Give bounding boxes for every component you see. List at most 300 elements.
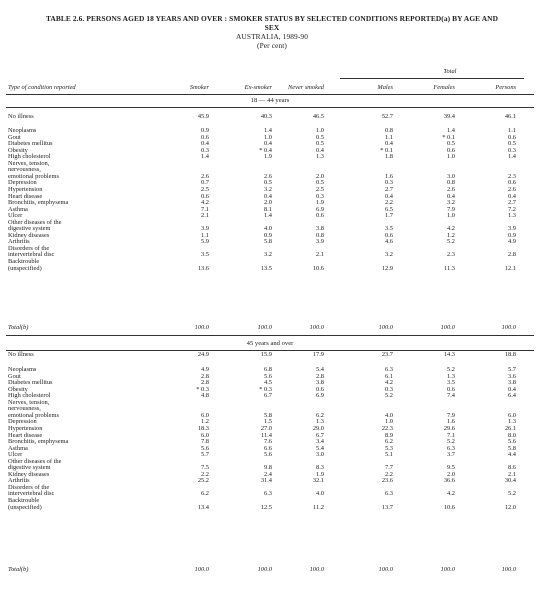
- cell-smoker: 7.8: [201, 438, 209, 446]
- cell-females: 4.2: [447, 490, 455, 498]
- row-label: Asthma: [8, 205, 28, 213]
- cell-ex-smoker: 1.4: [264, 127, 272, 134]
- header-condition: Type of condition reported: [8, 84, 76, 91]
- cell-never-smoked: 2.5: [316, 185, 324, 193]
- table-row: [0, 400, 540, 406]
- cell-persons: 2.8: [508, 251, 516, 259]
- cell-smoker: 5.6: [201, 444, 209, 452]
- cell-never-smoked: 0.6: [316, 212, 324, 220]
- row-label: (unspecified): [8, 264, 42, 272]
- cell-never-smoked: 2.0: [316, 172, 324, 180]
- cell-never-smoked: 5.4: [316, 366, 324, 373]
- cell-never-smoked: 6.2: [316, 411, 324, 419]
- row-label: Neoplasms: [8, 127, 37, 134]
- cell-females: 5.2: [447, 438, 455, 446]
- header-males: Males: [377, 84, 393, 91]
- cell-persons: 2.3: [508, 172, 516, 180]
- cell-persons: 3.8: [508, 379, 516, 387]
- cell-never-smoked: 29.0: [312, 424, 324, 432]
- cell-males: 13.7: [381, 503, 393, 511]
- cell-never-smoked: 11.2: [313, 503, 324, 511]
- cell-females: 2.0: [447, 470, 455, 478]
- table-row: [0, 393, 540, 399]
- cell-females: 1.0: [447, 212, 455, 220]
- cell-males: 2.2: [385, 199, 393, 207]
- table-row: [0, 478, 540, 484]
- cell-females: 7.1: [447, 431, 455, 439]
- row-label: digestive system: [8, 464, 51, 472]
- header-ex-smoker: Ex-smoker: [244, 84, 272, 91]
- cell-never-smoked: 4.0: [316, 490, 324, 498]
- cell-persons: 1.4: [508, 153, 516, 161]
- cell-never-smoked: 1.9: [316, 470, 324, 478]
- cell-smoker: 1.2: [201, 418, 209, 426]
- cell-never-smoked: 1.3: [316, 153, 324, 161]
- cell-persons: 46.1: [504, 113, 516, 120]
- cell-smoker: 13.4: [197, 503, 209, 511]
- cell-females: 100.0: [440, 324, 455, 331]
- cell-persons: 26.1: [504, 424, 516, 432]
- cell-males: 1.0: [385, 418, 393, 426]
- cell-ex-smoker: 5.6: [264, 451, 272, 459]
- row-label: Bronchitis, emphysema: [8, 438, 69, 446]
- row-label: emotional problems: [8, 411, 59, 419]
- row-label: Ulcer: [8, 451, 23, 459]
- row-label: Nerves, tension,: [8, 159, 50, 167]
- cell-smoker: 5.9: [201, 238, 209, 246]
- row-label: Heart disease: [8, 431, 43, 439]
- cell-males: 6.3: [385, 490, 393, 498]
- cell-never-smoked: 6.9: [316, 205, 324, 213]
- cell-smoker: 7.5: [201, 464, 209, 472]
- cell-females: 2.3: [447, 251, 455, 259]
- row-label: nervousness,: [8, 166, 41, 174]
- cell-ex-smoker: 40.3: [260, 113, 272, 120]
- cell-persons: 6.0: [508, 411, 516, 419]
- cell-persons: 4.9: [508, 238, 516, 246]
- cell-ex-smoker: 27.0: [260, 424, 272, 432]
- cell-males: 2.7: [385, 185, 393, 193]
- cell-persons: 18.8: [504, 351, 516, 358]
- cell-ex-smoker: 3.2: [264, 185, 272, 193]
- cell-persons: 0.6: [508, 179, 516, 187]
- cell-males: 0.6: [385, 231, 393, 239]
- cell-males: 1.6: [385, 172, 393, 180]
- cell-smoker: 4.9: [201, 366, 209, 373]
- row-label: High cholesterol: [8, 392, 51, 400]
- row-label: Diabetes mellitus: [8, 140, 53, 148]
- row-label: Nerves, tension,: [8, 398, 50, 406]
- cell-males: 52.7: [381, 113, 393, 120]
- cell-females: 11.3: [444, 264, 455, 272]
- cell-ex-smoker: 1.4: [264, 212, 272, 220]
- row-label: Backtrouble: [8, 258, 40, 265]
- cell-smoker: 13.6: [197, 264, 209, 272]
- row-label: Obesity: [8, 385, 28, 393]
- cell-never-smoked: 1.0: [316, 127, 324, 134]
- cell-ex-smoker: 9.8: [264, 464, 272, 472]
- header-smoker: Smoker: [189, 84, 209, 91]
- cell-ex-smoker: 6.8: [264, 366, 272, 373]
- cell-smoker: 1.1: [201, 231, 209, 239]
- section-end-rule: [6, 335, 534, 336]
- cell-smoker: 7.1: [201, 205, 209, 213]
- table-row: [0, 266, 540, 272]
- cell-males: 0.3: [385, 179, 393, 187]
- cell-females: 5.2: [447, 238, 455, 246]
- cell-smoker: 4.2: [201, 199, 209, 207]
- cell-smoker: * 0.3: [196, 385, 209, 393]
- cell-females: 10.6: [443, 503, 455, 511]
- cell-ex-smoker: 31.4: [260, 477, 272, 485]
- row-label: Total(b): [8, 324, 29, 331]
- row-label: No illness: [8, 113, 34, 120]
- row-label: High cholesterol: [8, 153, 51, 161]
- cell-males: 6.1: [385, 372, 393, 380]
- cell-males: 6.2: [385, 438, 393, 446]
- cell-persons: 12.0: [504, 503, 516, 511]
- cell-females: 5.2: [447, 366, 455, 373]
- cell-ex-smoker: 7.6: [264, 438, 272, 446]
- cell-never-smoked: 10.6: [312, 264, 324, 272]
- cell-ex-smoker: 8.1: [264, 205, 272, 213]
- cell-smoker: 24.9: [197, 351, 209, 358]
- cell-ex-smoker: 100.0: [257, 324, 272, 331]
- cell-never-smoked: 100.0: [309, 566, 324, 573]
- cell-males: 1.8: [385, 153, 393, 161]
- cell-males: 0.8: [385, 127, 393, 134]
- cell-females: * 0.1: [442, 133, 455, 141]
- cell-persons: 5.2: [508, 490, 516, 498]
- cell-males: 23.6: [381, 477, 393, 485]
- row-label: Heart disease: [8, 192, 43, 200]
- table-row-no-illness: [0, 114, 540, 120]
- cell-males: 3.2: [385, 251, 393, 259]
- row-label: Kidney diseases: [8, 470, 50, 478]
- cell-males: 5.3: [385, 444, 393, 452]
- section-band-1: 18 — 44 years: [250, 97, 290, 104]
- row-label: Disorders of the: [8, 483, 50, 491]
- title-line-4: (Per cent): [257, 41, 287, 50]
- cell-never-smoked: 46.5: [312, 113, 324, 120]
- row-label: Ulcer: [8, 212, 23, 220]
- cell-never-smoked: 3.8: [316, 225, 324, 233]
- cell-never-smoked: 2.1: [316, 251, 324, 259]
- cell-males: 4.2: [385, 379, 393, 387]
- cell-ex-smoker: 4.5: [264, 379, 272, 387]
- cell-females: 9.5: [447, 464, 455, 472]
- cell-never-smoked: 2.8: [316, 372, 324, 380]
- cell-females: 4.2: [447, 225, 455, 233]
- header-never-smoked: Never smoked: [287, 84, 324, 91]
- cell-males: 0.3: [385, 385, 393, 393]
- cell-smoker: 0.9: [201, 127, 209, 134]
- cell-ex-smoker: * 0.4: [259, 146, 272, 154]
- cell-ex-smoker: 11.4: [261, 431, 272, 439]
- cell-never-smoked: 1.9: [316, 199, 324, 207]
- cell-males: 7.7: [385, 464, 393, 472]
- cell-females: 36.6: [443, 477, 455, 485]
- cell-smoker: 2.2: [201, 470, 209, 478]
- cell-never-smoked: 3.0: [316, 451, 324, 459]
- cell-ex-smoker: 1.5: [264, 418, 272, 426]
- cell-ex-smoker: 2.0: [264, 199, 272, 207]
- cell-smoker: 100.0: [194, 324, 209, 331]
- cell-persons: 4.4: [508, 451, 516, 459]
- row-label: Hypertension: [8, 185, 43, 193]
- row-label: No illness: [8, 351, 34, 358]
- cell-persons: 6.4: [508, 392, 516, 400]
- cell-smoker: 100.0: [194, 566, 209, 573]
- row-label: Gout: [8, 133, 21, 141]
- cell-never-smoked: 32.1: [312, 477, 324, 485]
- cell-ex-smoker: 5.8: [264, 411, 272, 419]
- cell-persons: 0.3: [508, 146, 516, 154]
- cell-never-smoked: 100.0: [309, 324, 324, 331]
- table-row: [0, 491, 540, 497]
- cell-females: 100.0: [440, 566, 455, 573]
- cell-females: 1.0: [447, 153, 455, 161]
- cell-never-smoked: 3.8: [316, 379, 324, 387]
- cell-ex-smoker: 6.7: [264, 392, 272, 400]
- cell-never-smoked: 0.4: [316, 146, 324, 154]
- cell-males: 3.5: [385, 225, 393, 233]
- cell-males: 4.0: [385, 411, 393, 419]
- cell-never-smoked: 6.9: [316, 392, 324, 400]
- table-row: [0, 505, 540, 511]
- cell-persons: 30.4: [504, 477, 516, 485]
- cell-males: 5.2: [385, 392, 393, 400]
- cell-females: 3.7: [447, 451, 455, 459]
- header-females: Females: [433, 84, 455, 91]
- cell-smoker: 0.6: [201, 133, 209, 141]
- cell-females: 7.9: [447, 411, 455, 419]
- cell-persons: 1.3: [508, 418, 516, 426]
- cell-females: 1.3: [447, 372, 455, 380]
- cell-ex-smoker: 15.9: [260, 351, 272, 358]
- row-label: Disorders of the: [8, 244, 50, 252]
- cell-smoker: 2.5: [201, 185, 209, 193]
- table-row: [0, 161, 540, 167]
- cell-females: 7.9: [447, 205, 455, 213]
- cell-ex-smoker: 5.8: [264, 238, 272, 246]
- row-label: Arthritis: [8, 238, 30, 246]
- cell-smoker: 2.8: [201, 379, 209, 387]
- total-group-rule: [340, 78, 524, 79]
- cell-never-smoked: 3.9: [316, 238, 324, 246]
- cell-females: 1.2: [447, 231, 455, 239]
- cell-never-smoked: 0.5: [316, 179, 324, 187]
- cell-females: 2.6: [447, 185, 455, 193]
- cell-males: * 0.1: [380, 146, 393, 154]
- table-row-total: [0, 325, 540, 331]
- cell-persons: 3.6: [508, 372, 516, 380]
- cell-ex-smoker: 5.6: [264, 372, 272, 380]
- cell-ex-smoker: 0.4: [264, 140, 272, 148]
- row-label: Kidney diseases: [8, 231, 50, 239]
- cell-males: 0.4: [385, 140, 393, 148]
- row-label: (unspecified): [8, 503, 42, 511]
- cell-smoker: 2.6: [201, 172, 209, 180]
- cell-ex-smoker: 12.5: [260, 503, 272, 511]
- cell-ex-smoker: 0.5: [264, 179, 272, 187]
- cell-males: 4.6: [385, 238, 393, 246]
- cell-females: 3.2: [447, 199, 455, 207]
- cell-ex-smoker: 1.9: [264, 153, 272, 161]
- row-label: Depression: [8, 179, 37, 187]
- table-row: [0, 154, 540, 160]
- cell-smoker: 2.8: [201, 372, 209, 380]
- cell-persons: 0.9: [508, 231, 516, 239]
- cell-males: 1.7: [385, 212, 393, 220]
- row-label: Obesity: [8, 146, 28, 154]
- cell-never-smoked: 8.3: [316, 464, 324, 472]
- cell-smoker: 6.2: [201, 490, 209, 498]
- cell-smoker: 18.3: [197, 424, 209, 432]
- cell-persons: 7.2: [508, 205, 516, 213]
- title-line-2: SEX: [264, 23, 280, 32]
- cell-smoker: 4.8: [201, 392, 209, 400]
- cell-persons: 8.6: [508, 464, 516, 472]
- row-label: nervousness,: [8, 405, 41, 413]
- cell-females: 0.8: [447, 179, 455, 187]
- cell-ex-smoker: * 0.3: [259, 385, 272, 393]
- cell-smoker: 5.7: [201, 451, 209, 459]
- cell-males: 5.1: [385, 451, 393, 459]
- cell-persons: 5.7: [508, 366, 516, 373]
- row-label: Backtrouble: [8, 497, 40, 504]
- cell-ex-smoker: 1.0: [264, 133, 272, 141]
- cell-females: 3.5: [447, 379, 455, 387]
- cell-never-smoked: 17.9: [312, 351, 324, 358]
- cell-persons: 2.6: [508, 185, 516, 193]
- cell-males: 0.4: [385, 192, 393, 200]
- cell-persons: 1.3: [508, 212, 516, 220]
- cell-smoker: 0.7: [201, 179, 209, 187]
- cell-persons: 8.0: [508, 431, 516, 439]
- cell-persons: 3.9: [508, 225, 516, 233]
- cell-females: 14.3: [443, 351, 455, 358]
- cell-females: 29.6: [443, 424, 455, 432]
- cell-males: 8.9: [385, 431, 393, 439]
- table-title: [22, 14, 522, 50]
- row-label: intervertebral disc: [8, 490, 55, 498]
- row-label: Depression: [8, 418, 37, 426]
- cell-males: 22.3: [381, 424, 393, 432]
- cell-females: 1.4: [447, 127, 455, 134]
- cell-ex-smoker: 6.3: [264, 490, 272, 498]
- cell-smoker: 3.5: [201, 251, 209, 259]
- cell-ex-smoker: 4.0: [264, 225, 272, 233]
- table-row: [0, 252, 540, 258]
- cell-smoker: 2.1: [201, 212, 209, 220]
- row-label: intervertebral disc: [8, 251, 55, 259]
- cell-ex-smoker: 3.2: [264, 251, 272, 259]
- cell-persons: 0.5: [508, 140, 516, 148]
- cell-persons: 100.0: [501, 566, 516, 573]
- title-line-3: AUSTRALIA, 1989-90: [235, 32, 308, 41]
- cell-males: 1.1: [385, 133, 393, 141]
- cell-females: 39.4: [443, 113, 455, 120]
- cell-persons: 0.4: [508, 192, 516, 200]
- cell-never-smoked: 6.7: [316, 431, 324, 439]
- header-rule: [6, 94, 534, 95]
- section-band-2: 45 years and over: [246, 340, 294, 347]
- cell-persons: 5.6: [508, 438, 516, 446]
- cell-males: 23.7: [381, 351, 393, 358]
- cell-males: 100.0: [378, 324, 393, 331]
- cell-persons: 1.1: [508, 127, 516, 134]
- cell-ex-smoker: 2.6: [264, 172, 272, 180]
- cell-males: 6.5: [385, 205, 393, 213]
- cell-persons: 0.6: [508, 133, 516, 141]
- row-label: Gout: [8, 372, 21, 380]
- cell-females: 7.4: [447, 392, 455, 400]
- header-total-group: Total: [443, 68, 457, 75]
- table-row-no-illness: [0, 352, 540, 358]
- cell-never-smoked: 0.5: [316, 133, 324, 141]
- cell-smoker: 0.4: [201, 140, 209, 148]
- cell-never-smoked: 5.4: [316, 444, 324, 452]
- section-rule: [6, 107, 534, 108]
- cell-persons: 2.7: [508, 199, 516, 207]
- table-row: [0, 213, 540, 219]
- row-label: Arthritis: [8, 477, 30, 485]
- table-row: [0, 239, 540, 245]
- cell-persons: 12.1: [504, 264, 516, 272]
- cell-females: 0.4: [447, 192, 455, 200]
- cell-females: 6.3: [447, 444, 455, 452]
- cell-never-smoked: 3.4: [316, 438, 324, 446]
- row-label: Other diseases of the: [8, 218, 62, 226]
- cell-never-smoked: 0.6: [316, 385, 324, 393]
- cell-ex-smoker: 13.5: [260, 264, 272, 272]
- table-row: [0, 452, 540, 458]
- cell-males: 100.0: [378, 566, 393, 573]
- header-persons: Persons: [495, 84, 516, 91]
- cell-ex-smoker: 100.0: [257, 566, 272, 573]
- cell-never-smoked: 0.5: [316, 140, 324, 148]
- row-label: Total(b): [8, 566, 29, 573]
- row-label: Hypertension: [8, 424, 43, 432]
- cell-never-smoked: 1.3: [316, 418, 324, 426]
- cell-smoker: 0.3: [201, 146, 209, 154]
- title-line-1: TABLE 2.6. PERSONS AGED 18 YEARS AND OVER : SMOKER STATUS BY SELECTED CONDITIONS REPORTED(a) BY AGE AND: [45, 14, 499, 23]
- cell-ex-smoker: 0.4: [264, 192, 272, 200]
- row-label: Neoplasms: [8, 366, 37, 373]
- row-label: Other diseases of the: [8, 457, 62, 465]
- cell-females: 0.5: [447, 140, 455, 148]
- cell-smoker: 6.0: [201, 411, 209, 419]
- cell-females: 0.6: [447, 146, 455, 154]
- cell-persons: 5.8: [508, 444, 516, 452]
- cell-females: 3.0: [447, 172, 455, 180]
- cell-never-smoked: 0.8: [316, 231, 324, 239]
- cell-persons: 2.1: [508, 470, 516, 478]
- cell-males: 6.3: [385, 366, 393, 373]
- cell-smoker: 3.9: [201, 225, 209, 233]
- cell-smoker: 45.9: [197, 113, 209, 120]
- cell-persons: 100.0: [501, 324, 516, 331]
- cell-males: 12.9: [381, 264, 393, 272]
- cell-never-smoked: 0.3: [316, 192, 324, 200]
- cell-smoker: 25.2: [197, 477, 209, 485]
- cell-ex-smoker: 0.9: [264, 231, 272, 239]
- row-label: Asthma: [8, 444, 28, 452]
- row-label: emotional problems: [8, 172, 59, 180]
- row-label: digestive system: [8, 225, 51, 233]
- cell-smoker: 1.4: [201, 153, 209, 161]
